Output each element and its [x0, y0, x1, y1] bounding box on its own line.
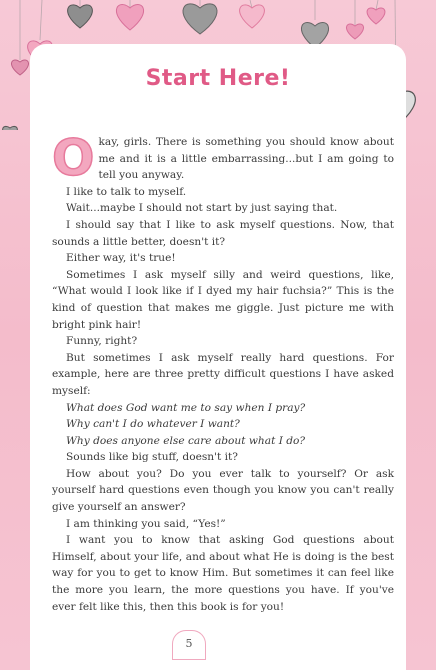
- paragraph-text: I should say that I like to ask myself questions. Now, that sounds a little better, doesn't it?: [52, 218, 394, 248]
- paragraph-text: I am thinking you said, “Yes!”: [66, 517, 226, 530]
- paragraph: [52, 129, 394, 187]
- paragraph: [52, 532, 394, 615]
- paragraph: [52, 250, 394, 267]
- paragraph: [52, 433, 394, 450]
- paragraph-text: Wait...maybe I should not start by just saying that.: [66, 202, 338, 215]
- page-card: [30, 44, 406, 670]
- paragraph-text: What does God want me to say when I pray?: [66, 401, 306, 414]
- paragraph: [52, 400, 394, 417]
- page-number-box: [172, 630, 206, 660]
- paragraph-text: Either way, it's true!: [66, 252, 176, 265]
- paragraph-text: I like to talk to myself.: [66, 185, 187, 198]
- drop-cap: O: [52, 129, 95, 187]
- paragraph-text: I want you to know that asking God questions about Himself, about your life, and about what He is doing is the best way for you to get to know Him. But sometimes it can feel like the more you learn, the more questions you have. If you've ever felt like this, then this book is for you!: [52, 534, 394, 613]
- paragraph-text: Why can't I do whatever I want?: [66, 418, 240, 431]
- paragraph: [52, 200, 394, 217]
- paragraph: [52, 350, 394, 400]
- paragraph-text: Sometimes I ask myself silly and weird questions, like, “What would I look like if I dyed my hair fuchsia?” This is the kind of question that makes me giggle. Just picture me with bright pink hair!: [52, 268, 394, 331]
- paragraph: [52, 184, 394, 201]
- paragraph: [52, 449, 394, 466]
- paragraph: [52, 466, 394, 516]
- page-number: 5: [185, 637, 193, 650]
- paragraph-text: Funny, right?: [66, 335, 138, 348]
- paragraph: [52, 267, 394, 333]
- paragraph: [52, 333, 394, 350]
- page-title: Start Here!: [145, 66, 291, 91]
- paragraph: [52, 416, 394, 433]
- paragraph: [52, 516, 394, 533]
- page-body: [52, 129, 394, 615]
- paragraph-text: kay, girls. There is something you should know about me and it is a little embarrassing...but I am going to tell you anyway.: [98, 136, 394, 182]
- paragraph: [52, 217, 394, 250]
- paragraph-text: How about you? Do you ever talk to yourself? Or ask yourself hard questions even though you know you can't really give yourself an answer?: [52, 467, 394, 514]
- paragraph-text: Sounds like big stuff, doesn't it?: [66, 451, 238, 464]
- paragraph-text: But sometimes I ask myself really hard questions. For example, here are three pretty difficult questions I have asked myself:: [52, 351, 394, 397]
- paragraph-text: Why does anyone else care about what I do?: [66, 434, 306, 447]
